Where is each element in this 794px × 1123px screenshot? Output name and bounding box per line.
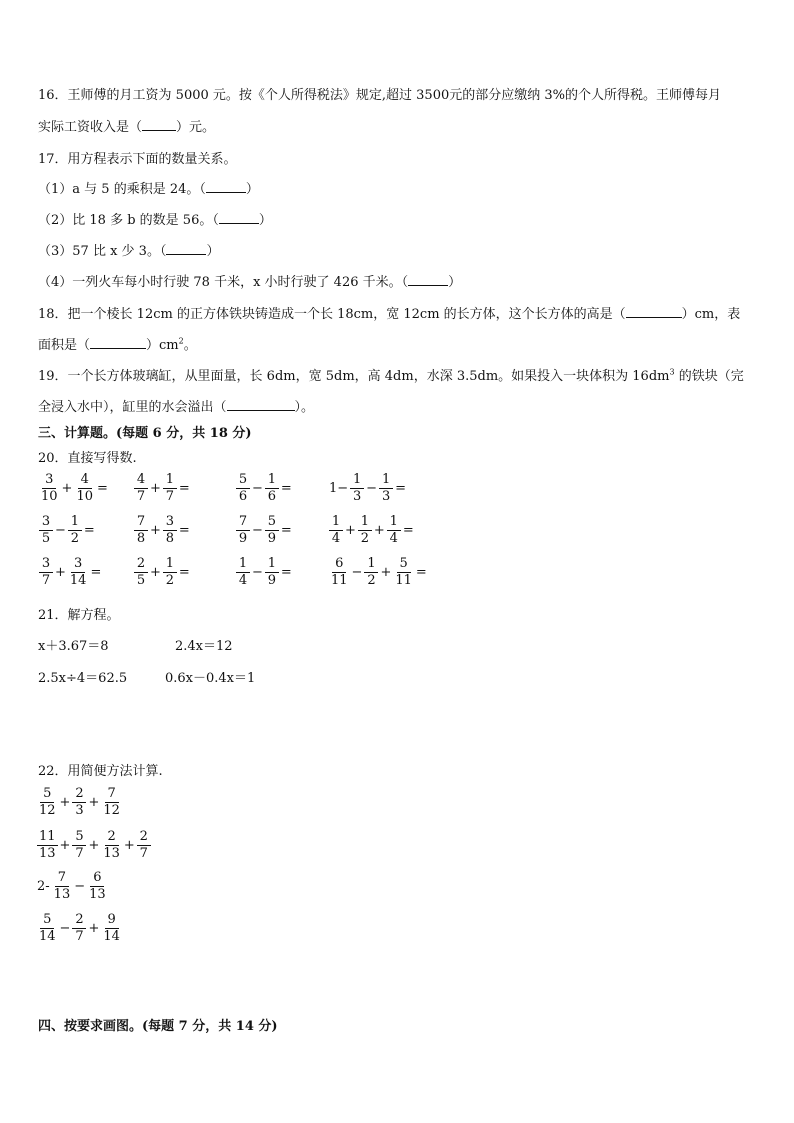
q20-item bbox=[133, 556, 191, 589]
denominator: 14 bbox=[103, 929, 120, 944]
fraction bbox=[101, 912, 122, 945]
q20-item bbox=[235, 556, 293, 589]
q16-line2 bbox=[38, 116, 215, 135]
numerator: 1 bbox=[265, 472, 279, 489]
fraction bbox=[265, 472, 279, 505]
q17-item-end: ） bbox=[258, 213, 272, 228]
q18-text-unit: ）cm bbox=[146, 338, 179, 353]
answer-blank[interactable] bbox=[227, 398, 295, 411]
q16-line1: 16．王师傅的月工资为 5000 元。按《个人所得税法》规定,超过 3500元的部分应缴纳 3%的个人所得税。王师傅每月 bbox=[38, 88, 721, 103]
numerator: 1 bbox=[379, 472, 393, 489]
q18-text-2: 面积是（ bbox=[38, 338, 91, 353]
q17-title: 17．用方程表示下面的数量关系。 bbox=[38, 152, 237, 167]
q20-item bbox=[38, 556, 102, 589]
answer-blank[interactable] bbox=[206, 180, 246, 193]
q19-text-2: 全浸入水中），缸里的水会溢出（ bbox=[38, 400, 227, 415]
equals-sign: = bbox=[178, 481, 190, 496]
fraction bbox=[358, 514, 372, 547]
numerator: 2 bbox=[105, 829, 119, 846]
fraction bbox=[72, 912, 86, 945]
q18-line1 bbox=[38, 303, 740, 322]
numerator: 1 bbox=[358, 514, 372, 531]
operator: + bbox=[380, 565, 392, 580]
q21-title: 21．解方程。 bbox=[38, 608, 120, 623]
fraction bbox=[387, 514, 401, 547]
denominator: 11 bbox=[395, 573, 412, 588]
q17-item-text: （3）57 比 x 少 3。（ bbox=[38, 244, 167, 259]
denominator: 2 bbox=[70, 531, 80, 546]
denominator: 13 bbox=[53, 887, 71, 902]
fraction bbox=[163, 514, 177, 547]
q16-text-end: ）元。 bbox=[176, 120, 216, 135]
fraction bbox=[134, 556, 148, 589]
denominator: 2 bbox=[165, 573, 175, 588]
fraction bbox=[37, 786, 58, 819]
operator: − bbox=[252, 565, 263, 580]
q21-eq-2: 2.4x＝12 bbox=[175, 639, 233, 654]
numerator: 2 bbox=[134, 556, 148, 573]
numerator: 1 bbox=[265, 556, 279, 573]
operator: + bbox=[373, 523, 385, 538]
numerator: 1 bbox=[387, 514, 401, 531]
q18-sup: 2 bbox=[178, 336, 184, 346]
numerator: 3 bbox=[71, 556, 85, 573]
fraction bbox=[265, 514, 279, 547]
denominator: 2 bbox=[367, 573, 376, 588]
fraction bbox=[236, 514, 250, 547]
denominator: 14 bbox=[69, 573, 87, 588]
q19-text-end: 的铁块（完 bbox=[674, 369, 744, 384]
q22-title: 22．用简便方法计算. bbox=[38, 764, 163, 779]
numerator: 1 bbox=[329, 514, 343, 531]
denominator: 9 bbox=[267, 531, 277, 546]
q21-eq-1: x＋3.67＝8 bbox=[38, 639, 109, 654]
operator: + bbox=[55, 565, 66, 580]
numerator: 7 bbox=[55, 870, 69, 887]
q20-item bbox=[38, 514, 96, 547]
numerator: 6 bbox=[332, 556, 346, 573]
q22-item bbox=[36, 786, 123, 819]
denominator: 10 bbox=[41, 489, 58, 504]
numerator: 7 bbox=[105, 786, 119, 803]
q20-item bbox=[328, 514, 415, 547]
equals-sign: = bbox=[280, 565, 292, 580]
numerator: 5 bbox=[40, 912, 54, 929]
denominator: 5 bbox=[41, 531, 51, 546]
numerator: 5 bbox=[397, 556, 411, 573]
q17-item-text: （2）比 18 多 b 的数是 56。（ bbox=[38, 213, 219, 228]
q20-title: 20．直接写得数. bbox=[38, 451, 137, 466]
denominator: 7 bbox=[41, 573, 51, 588]
equals-sign: = bbox=[395, 481, 406, 496]
q20-item bbox=[235, 472, 293, 505]
operator: − bbox=[59, 921, 71, 936]
fraction bbox=[364, 556, 378, 589]
numerator: 3 bbox=[163, 514, 177, 531]
q17-item-end: ） bbox=[206, 244, 220, 259]
denominator: 9 bbox=[267, 573, 277, 588]
operator: + bbox=[150, 523, 161, 538]
numerator: 11 bbox=[39, 829, 56, 844]
numerator: 7 bbox=[236, 514, 250, 531]
q18-text: 18．把一个棱长 12cm 的正方体铁块铸造成一个长 18cm，宽 12cm 的长方体，这个长方体的高是（ bbox=[38, 307, 626, 322]
fraction bbox=[39, 514, 53, 547]
fraction bbox=[68, 514, 82, 547]
denominator: 4 bbox=[389, 531, 398, 546]
answer-blank[interactable] bbox=[142, 118, 176, 131]
answer-blank[interactable] bbox=[166, 242, 206, 255]
denominator: 5 bbox=[136, 573, 146, 588]
equals-sign: = bbox=[178, 565, 190, 580]
numerator: 5 bbox=[72, 829, 86, 846]
operator: + bbox=[150, 565, 161, 580]
fraction bbox=[72, 786, 86, 819]
fraction bbox=[236, 472, 250, 505]
fraction bbox=[101, 786, 122, 819]
q20-item bbox=[328, 472, 407, 505]
q16-text: 实际工资收入是（ bbox=[38, 120, 143, 135]
denominator: 6 bbox=[267, 489, 277, 504]
numerator: 6 bbox=[90, 870, 104, 887]
fraction bbox=[37, 912, 58, 945]
answer-blank[interactable] bbox=[408, 273, 448, 286]
q21-eq-4: 0.6x－0.4x＝1 bbox=[165, 671, 256, 686]
fraction bbox=[134, 472, 148, 505]
denominator: 13 bbox=[103, 846, 120, 861]
equals-sign: = bbox=[178, 523, 190, 538]
numerator: 5 bbox=[40, 786, 54, 803]
numerator: 1 bbox=[236, 556, 250, 573]
q19-line1 bbox=[38, 365, 744, 384]
numerator: 2 bbox=[137, 829, 151, 846]
denominator: 3 bbox=[75, 803, 84, 818]
fraction bbox=[87, 870, 108, 903]
answer-blank[interactable] bbox=[219, 211, 259, 224]
numerator: 2 bbox=[72, 912, 86, 929]
expr-whole: 2- bbox=[37, 879, 50, 894]
operator: + bbox=[345, 523, 356, 538]
q19-sup: 3 bbox=[669, 367, 675, 377]
denominator: 12 bbox=[103, 803, 120, 818]
q18-text-end: 。 bbox=[183, 338, 197, 353]
operator: − bbox=[74, 879, 86, 894]
numerator: 1 bbox=[364, 556, 378, 573]
operator: − bbox=[351, 565, 363, 580]
fraction bbox=[329, 514, 343, 547]
q20-item bbox=[133, 472, 191, 505]
fraction bbox=[39, 472, 60, 505]
q22-item bbox=[36, 829, 152, 862]
numerator: 1 bbox=[163, 472, 177, 489]
section4-title: 四、按要求画图。(每题 7 分，共 14 分) bbox=[38, 1019, 278, 1034]
answer-blank[interactable] bbox=[626, 305, 682, 318]
denominator: 7 bbox=[139, 846, 148, 861]
q19-line2 bbox=[38, 396, 314, 415]
denominator: 11 bbox=[331, 573, 348, 588]
q20-item bbox=[235, 514, 293, 547]
operator: + bbox=[59, 838, 71, 853]
fraction bbox=[163, 472, 177, 505]
numerator: 1 bbox=[68, 514, 82, 531]
operator: + bbox=[59, 795, 71, 810]
fraction bbox=[265, 556, 279, 589]
fraction bbox=[134, 514, 148, 547]
equals-sign: = bbox=[90, 565, 102, 580]
numerator: 4 bbox=[134, 472, 148, 489]
q17-item-end: ） bbox=[448, 275, 462, 290]
denominator: 13 bbox=[89, 887, 106, 902]
numerator: 5 bbox=[265, 514, 279, 531]
fraction bbox=[68, 556, 89, 589]
denominator: 8 bbox=[165, 531, 175, 546]
fraction bbox=[101, 829, 122, 862]
fraction bbox=[74, 472, 95, 505]
denominator: 13 bbox=[39, 846, 56, 861]
q18-line2 bbox=[38, 334, 197, 353]
expr-whole: 1− bbox=[329, 481, 349, 496]
fraction bbox=[379, 472, 393, 505]
operator: + bbox=[88, 921, 100, 936]
fraction bbox=[72, 829, 86, 862]
denominator: 14 bbox=[39, 929, 56, 944]
operator: − bbox=[366, 481, 378, 496]
q20-item bbox=[133, 514, 191, 547]
denominator: 3 bbox=[381, 489, 391, 504]
numerator: 1 bbox=[350, 472, 364, 489]
q17-item-text: （1）a 与 5 的乘积是 24。（ bbox=[38, 182, 206, 197]
q17-item-end: ） bbox=[245, 182, 259, 197]
operator: + bbox=[150, 481, 161, 496]
numerator: 7 bbox=[134, 514, 148, 531]
q19-text-2-end: ）。 bbox=[294, 400, 315, 415]
denominator: 4 bbox=[331, 531, 341, 546]
fraction bbox=[329, 556, 350, 589]
numerator: 3 bbox=[39, 514, 53, 531]
fraction bbox=[350, 472, 364, 505]
equals-sign: = bbox=[97, 481, 108, 496]
q17-item-2 bbox=[38, 209, 272, 228]
denominator: 7 bbox=[165, 489, 175, 504]
denominator: 10 bbox=[76, 489, 93, 504]
operator: − bbox=[55, 523, 66, 538]
denominator: 3 bbox=[353, 489, 362, 504]
operator: + bbox=[88, 795, 100, 810]
q20-item bbox=[328, 556, 428, 589]
fraction bbox=[393, 556, 414, 589]
denominator: 8 bbox=[136, 531, 146, 546]
q18-text-mid: ）cm，表 bbox=[681, 307, 741, 322]
fraction bbox=[39, 556, 53, 589]
fraction bbox=[37, 829, 58, 862]
fraction bbox=[236, 556, 250, 589]
denominator: 7 bbox=[75, 846, 84, 861]
equals-sign: = bbox=[280, 523, 292, 538]
denominator: 7 bbox=[75, 929, 84, 944]
q21-eq-3: 2.5x÷4＝62.5 bbox=[38, 671, 128, 686]
equals-sign: = bbox=[402, 523, 414, 538]
section3-title: 三、计算题。(每题 6 分，共 18 分) bbox=[38, 426, 252, 441]
numerator: 9 bbox=[105, 912, 119, 929]
denominator: 4 bbox=[238, 573, 248, 588]
numerator: 3 bbox=[42, 472, 56, 489]
equals-sign: = bbox=[415, 565, 427, 580]
fraction bbox=[52, 870, 73, 903]
q17-item-text: （4）一列火车每小时行驶 78 千米，x 小时行驶了 426 千米。（ bbox=[38, 275, 409, 290]
denominator: 2 bbox=[360, 531, 370, 546]
q17-item-1 bbox=[38, 178, 259, 197]
answer-blank[interactable] bbox=[90, 336, 146, 349]
denominator: 12 bbox=[39, 803, 56, 818]
denominator: 7 bbox=[136, 489, 146, 504]
equals-sign: = bbox=[83, 523, 95, 538]
q22-item bbox=[36, 912, 123, 945]
denominator: 9 bbox=[238, 531, 248, 546]
operator: + bbox=[123, 838, 135, 853]
numerator: 4 bbox=[78, 472, 92, 489]
q20-item bbox=[38, 472, 109, 505]
numerator: 3 bbox=[39, 556, 53, 573]
operator: + bbox=[61, 481, 73, 496]
q17-item-4 bbox=[38, 271, 461, 290]
denominator: 6 bbox=[238, 489, 248, 504]
q19-text: 19．一个长方体玻璃缸，从里面量，长 6dm，宽 5dm，高 4dm，水深 3.5dm。如果投入一块体积为 16dm bbox=[38, 369, 670, 384]
numerator: 5 bbox=[236, 472, 250, 489]
operator: − bbox=[252, 481, 263, 496]
q22-item bbox=[36, 870, 109, 903]
fraction bbox=[137, 829, 151, 862]
operator: − bbox=[252, 523, 263, 538]
equals-sign: = bbox=[280, 481, 292, 496]
operator: + bbox=[88, 838, 100, 853]
numerator: 2 bbox=[72, 786, 86, 803]
q17-item-3 bbox=[38, 240, 219, 259]
numerator: 1 bbox=[163, 556, 177, 573]
fraction bbox=[163, 556, 177, 589]
